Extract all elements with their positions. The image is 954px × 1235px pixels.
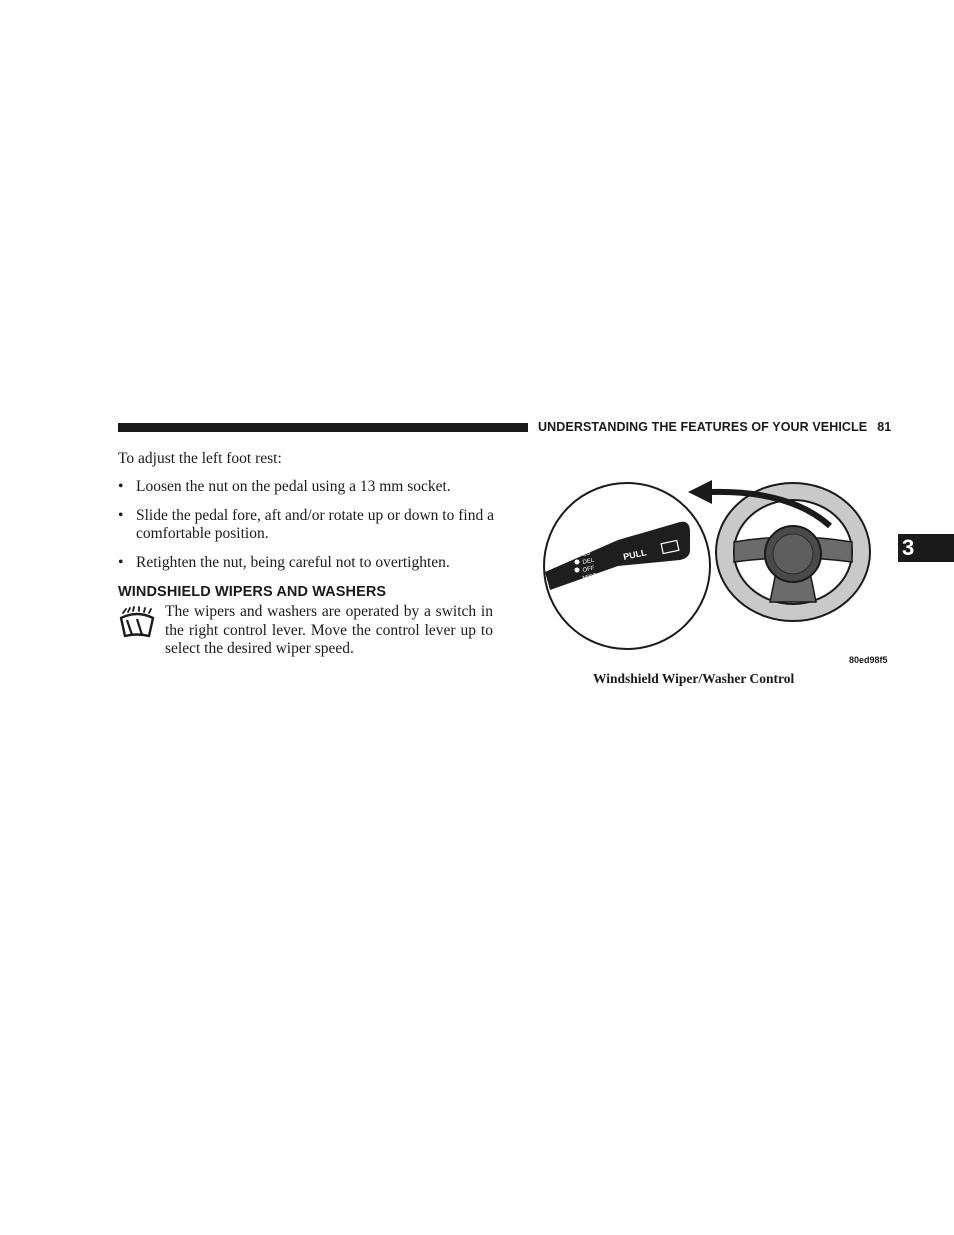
windshield-wiper-icon	[118, 606, 156, 640]
running-header	[538, 420, 891, 434]
section-paragraph: The wipers and washers are operated by a switch in the right control lever. Move the control lever up to select the desired wiper speed.	[165, 603, 493, 657]
lever-label-del: DEL	[582, 557, 595, 566]
bullet-text: Slide the pedal fore, aft and/or rotate up or down to find a comfortable position.	[136, 506, 494, 542]
chapter-tab: 3	[898, 534, 954, 562]
lever-label-hi: HI	[582, 542, 590, 550]
figure-code: 80ed98f5	[849, 655, 888, 665]
header-title: UNDERSTANDING THE FEATURES OF YOUR VEHICLE	[538, 420, 868, 434]
bullet-text: Retighten the nut, being careful not to overtighten.	[136, 553, 450, 571]
figure-caption: Windshield Wiper/Washer Control	[593, 671, 795, 686]
bullet-text: Loosen the nut on the pedal using a 13 mm socket.	[136, 478, 451, 495]
list-item	[118, 507, 494, 544]
lever-label-mist: MIST	[582, 573, 598, 582]
bullet-icon: •	[118, 506, 124, 524]
bullet-icon: •	[118, 553, 124, 571]
intro-text: To adjust the left foot rest:	[118, 450, 282, 467]
arrow-head-icon	[688, 480, 712, 504]
section-heading: WINDSHIELD WIPERS AND WASHERS	[118, 584, 387, 600]
header-rule	[118, 423, 528, 432]
bullet-list	[118, 478, 494, 582]
list-item	[118, 554, 494, 573]
pull-label: PULL	[622, 547, 648, 562]
lever-label-lo: LO	[582, 550, 592, 558]
wiper-control-illustration	[540, 462, 892, 672]
lever-label-off: OFF	[582, 565, 596, 574]
page-number: 81	[877, 420, 892, 434]
bullet-icon: •	[118, 478, 124, 495]
list-item	[118, 478, 494, 497]
